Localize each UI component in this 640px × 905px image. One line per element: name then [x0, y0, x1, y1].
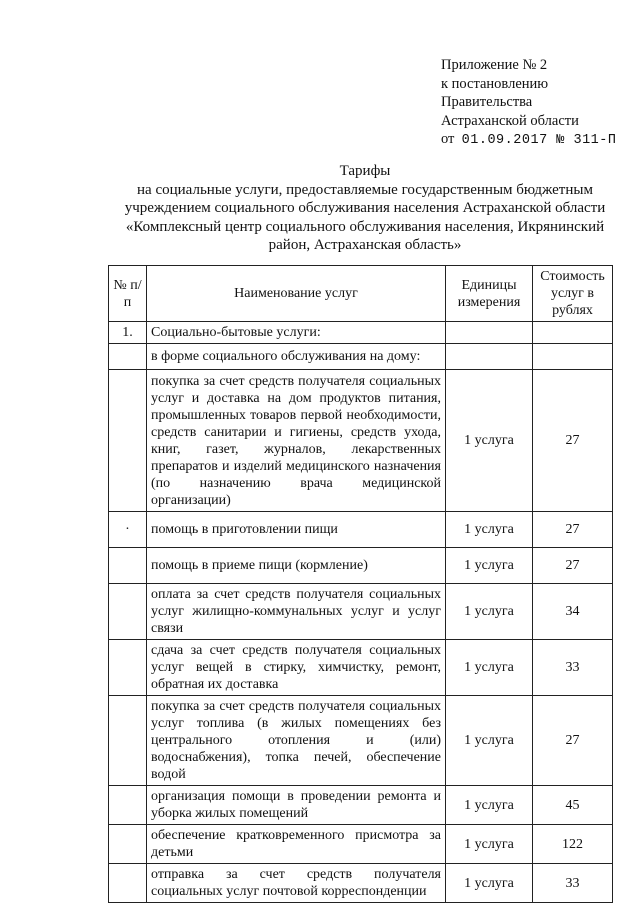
- title-heading: Тарифы: [339, 163, 391, 179]
- row-cost: 122: [533, 825, 613, 864]
- row-cost: 34: [533, 584, 613, 640]
- tariffs-table: [108, 265, 613, 903]
- appendix-line-3: Правительства: [441, 94, 533, 110]
- row-unit: 1 услуга: [446, 584, 533, 640]
- table-row: [109, 548, 613, 584]
- row-cost: 27: [533, 512, 613, 548]
- subsection-num: [109, 344, 147, 370]
- table-row: [109, 864, 613, 903]
- row-num: [109, 370, 147, 512]
- row-cost: 27: [533, 370, 613, 512]
- section-num: 1.: [109, 322, 147, 344]
- row-service-name: организация помощи в проведении ремонта и уборка жилых помещений: [147, 786, 446, 825]
- row-service-name: сдача за счет средств получателя социальных услуг вещей в стирку, химчистку, ремонт, обратная их доставка: [147, 640, 446, 696]
- table-row: [109, 512, 613, 548]
- row-num: [109, 640, 147, 696]
- header-num: № п/п: [109, 266, 147, 322]
- row-num: [109, 825, 147, 864]
- appendix-line-2: к постановлению: [441, 75, 549, 92]
- row-unit: 1 услуга: [446, 370, 533, 512]
- row-unit: 1 услуга: [446, 825, 533, 864]
- row-num: [109, 786, 147, 825]
- appendix-block: [441, 56, 631, 151]
- row-unit: 1 услуга: [446, 864, 533, 903]
- appendix-line-4: Астраханской области: [441, 112, 579, 129]
- row-cost: 33: [533, 640, 613, 696]
- row-unit: 1 услуга: [446, 548, 533, 584]
- row-service-name: покупка за счет средств получателя социальных услуг и доставка на дом продуктов питания, промышленных товаров первой необходимости, средств санитарии и гигиены, средств ухода, книг, газет, журналов, лекарственных препаратов и изделий медицинского назначения (по назначению врача медицинской организации): [147, 370, 446, 512]
- section-unit: [446, 322, 533, 344]
- subsection-unit: [446, 344, 533, 370]
- row-cost: 45: [533, 786, 613, 825]
- header-cost: Стоимость услуг в рублях: [533, 266, 613, 322]
- table-header-row: [109, 266, 613, 322]
- appendix-date-stamp: 01.09.2017 № 311-П: [461, 133, 617, 148]
- appendix-date-line: [441, 130, 631, 151]
- table-row: [109, 640, 613, 696]
- row-service-name: оплата за счет средств получателя социальных услуг жилищно-коммунальных услуг и услуг связи: [147, 584, 446, 640]
- row-num: [109, 696, 147, 786]
- title-line-4: район, Астраханская область»: [268, 237, 462, 253]
- section-row: [109, 322, 613, 344]
- row-service-name: отправка за счет средств получателя социальных услуг почтовой корреспонденции: [147, 864, 446, 903]
- table-row: [109, 370, 613, 512]
- row-num: ·: [109, 512, 147, 548]
- appendix-line-1: Приложение № 2: [441, 57, 548, 73]
- header-name: Наименование услуг: [147, 266, 446, 322]
- title-line-2: учреждением социального обслуживания населения Астраханской области: [124, 200, 606, 216]
- table-row: [109, 825, 613, 864]
- section-cost: [533, 322, 613, 344]
- title-line-3: «Комплексный центр социального обслуживания населения, Икрянинский: [125, 218, 605, 235]
- row-service-name: покупка за счет средств получателя социальных услуг топлива (в жилых помещениях без центрального отопления и (или) водоснабжения), топка печей, обеспечение водой: [147, 696, 446, 786]
- row-service-name: помощь в приготовлении пищи: [147, 512, 446, 548]
- table-row: [109, 786, 613, 825]
- row-service-name: помощь в приеме пищи (кормление): [147, 548, 446, 584]
- row-cost: 27: [533, 548, 613, 584]
- row-service-name: обеспечение кратковременного присмотра за детьми: [147, 825, 446, 864]
- table-row: [109, 584, 613, 640]
- title-line-1: на социальные услуги, предоставляемые государственным бюджетным: [137, 181, 593, 198]
- subsection-name: в форме социального обслуживания на дому:: [147, 344, 446, 370]
- row-cost: 33: [533, 864, 613, 903]
- row-num: [109, 864, 147, 903]
- header-unit: Единицы измерения: [446, 266, 533, 322]
- subsection-cost: [533, 344, 613, 370]
- table-row: [109, 696, 613, 786]
- row-num: [109, 584, 147, 640]
- row-unit: 1 услуга: [446, 696, 533, 786]
- row-unit: 1 услуга: [446, 640, 533, 696]
- subsection-row: [109, 344, 613, 370]
- row-cost: 27: [533, 696, 613, 786]
- row-num: [109, 548, 147, 584]
- row-unit: 1 услуга: [446, 512, 533, 548]
- section-name: Социально-бытовые услуги:: [147, 322, 446, 344]
- document-title: [100, 162, 630, 255]
- appendix-date-prefix: от: [441, 131, 455, 147]
- row-unit: 1 услуга: [446, 786, 533, 825]
